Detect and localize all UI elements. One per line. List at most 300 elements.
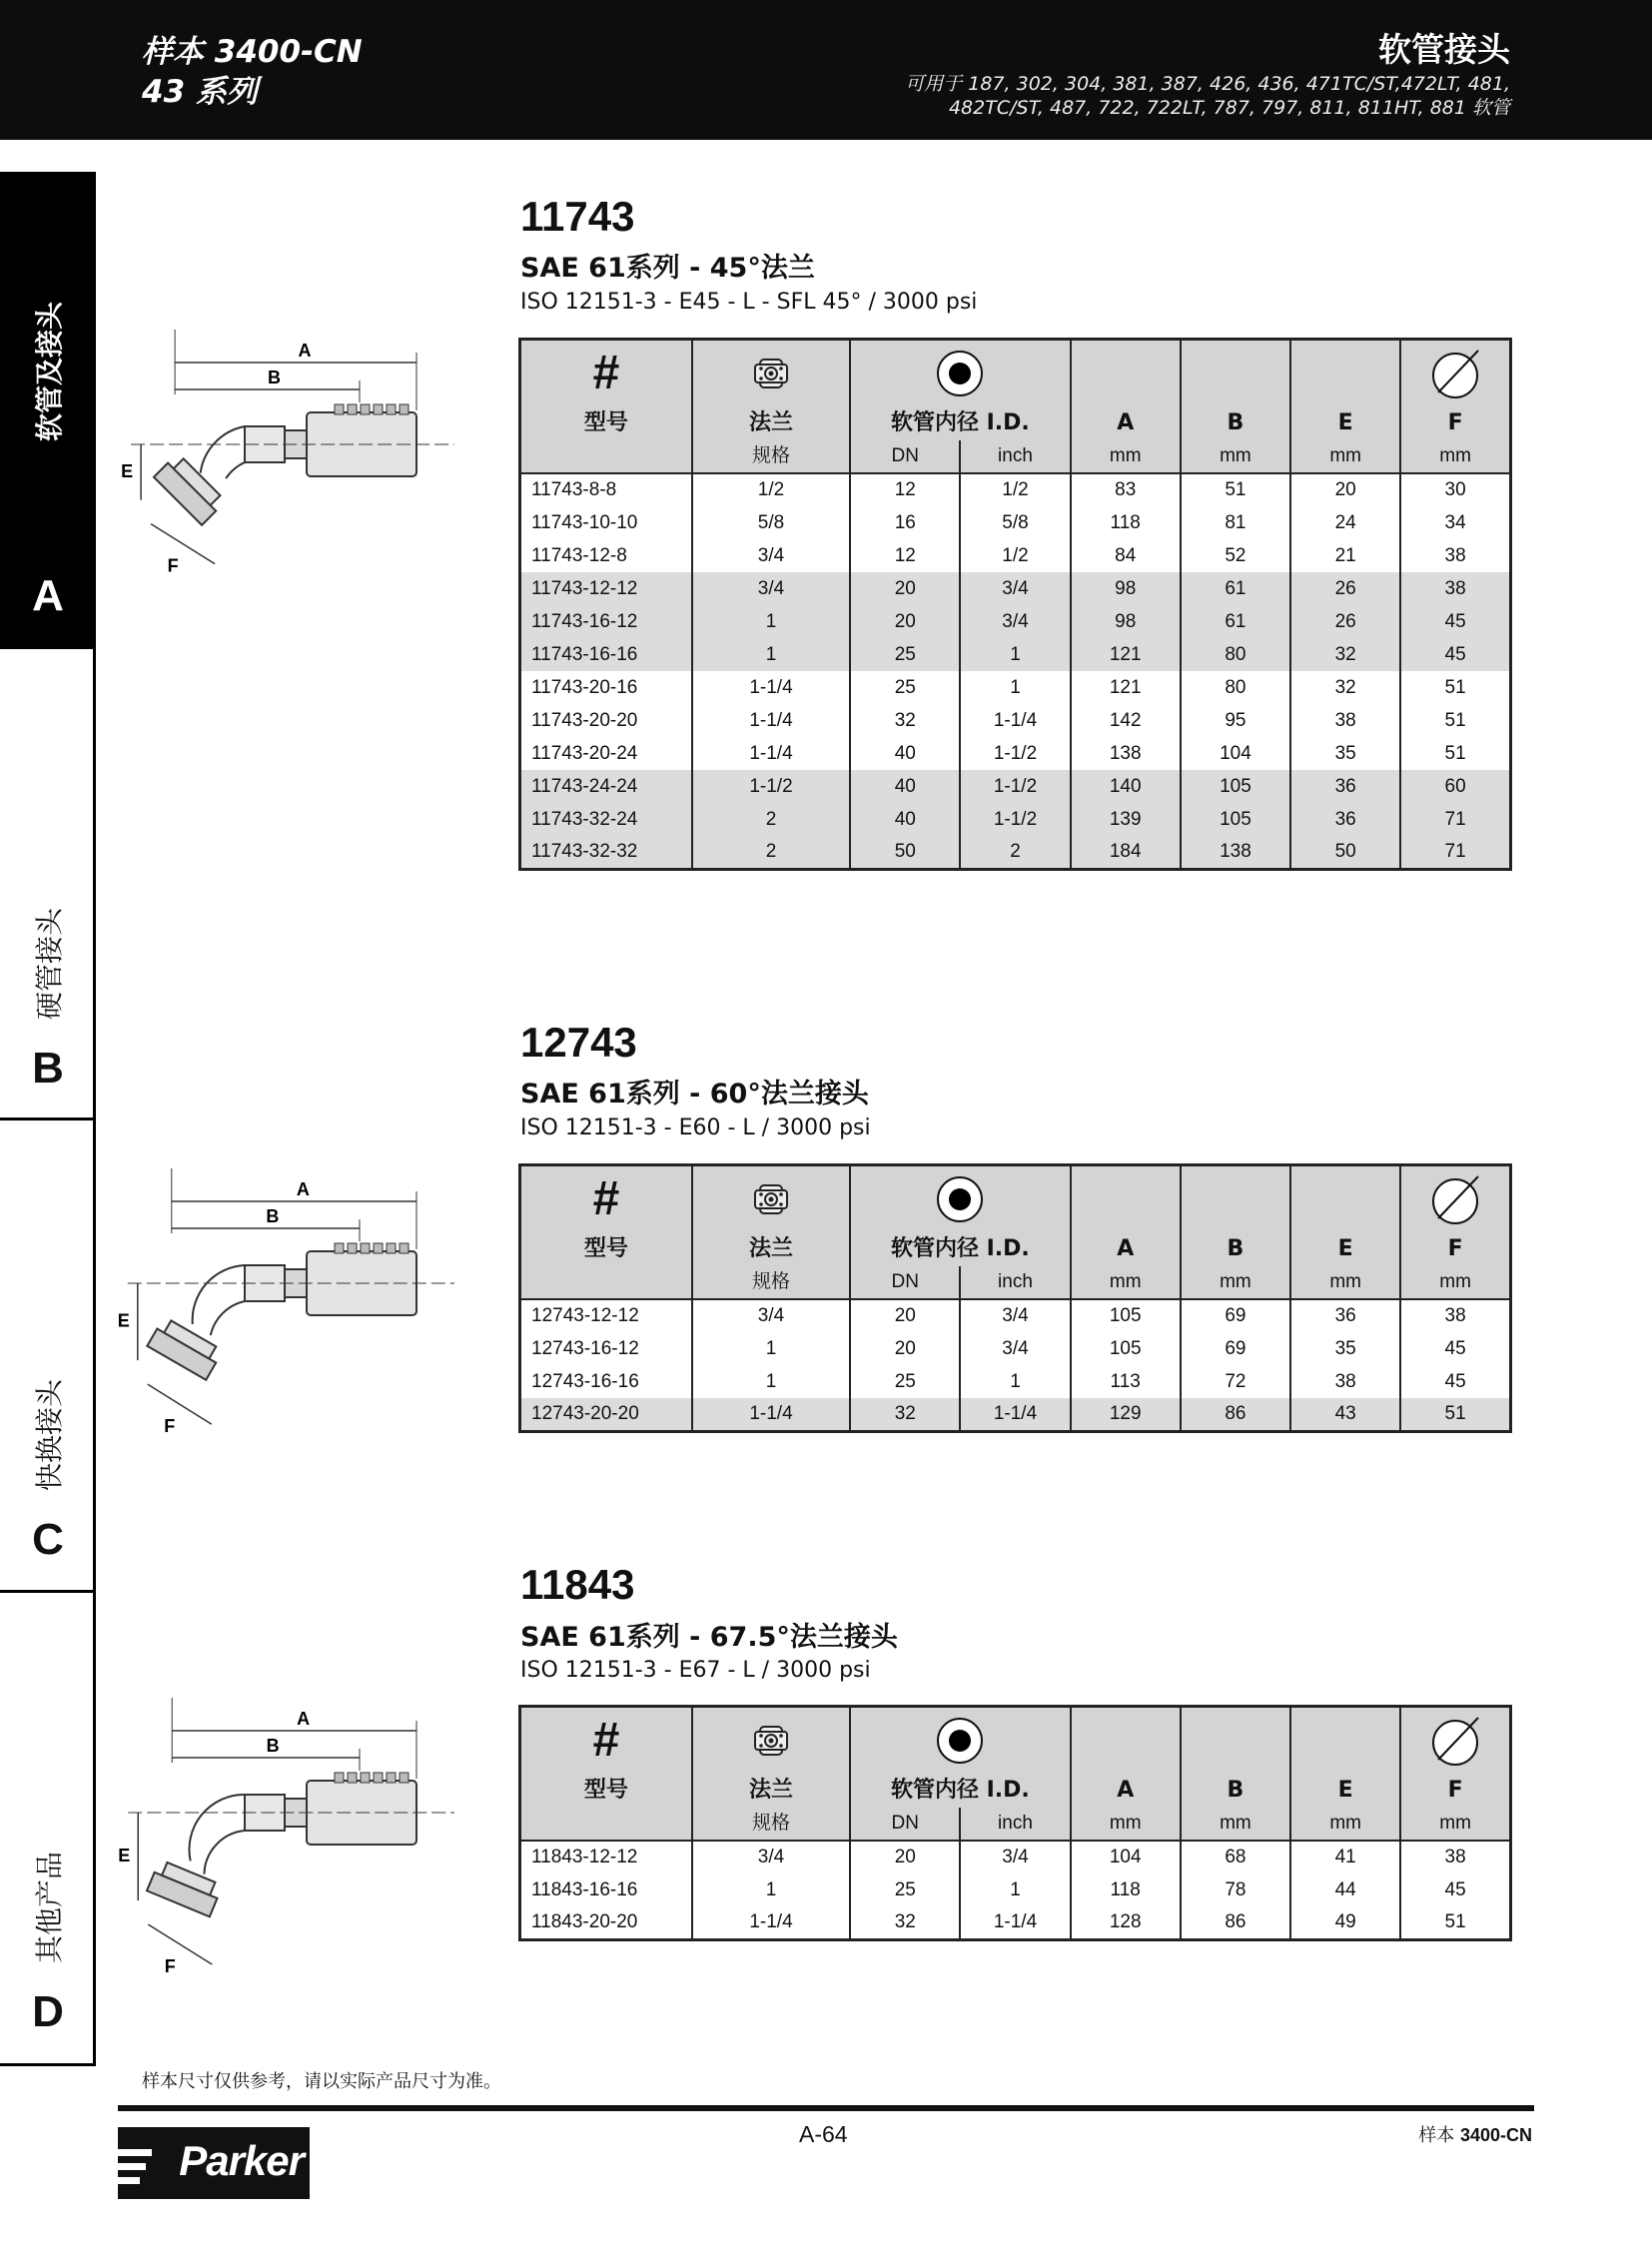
table-cell: 43 bbox=[1290, 1398, 1400, 1431]
table-cell: 40 bbox=[850, 770, 960, 803]
fitting-drawing-45 bbox=[121, 330, 489, 576]
table-cell: 11843-12-12 bbox=[531, 1847, 638, 1868]
hose-id-header bbox=[850, 340, 1070, 407]
table-header-labels bbox=[520, 1232, 1511, 1266]
table-cell: 32 bbox=[1290, 638, 1400, 671]
table-cell: 11743-16-12 bbox=[520, 605, 692, 638]
flange-unit: 规格 bbox=[751, 1271, 790, 1292]
table-row bbox=[520, 1332, 1511, 1365]
table-header-icons bbox=[520, 1707, 1511, 1775]
table-cell: 1-1/4 bbox=[692, 671, 850, 704]
logo-stripe bbox=[118, 2177, 140, 2184]
dim-line-f bbox=[148, 1924, 212, 1964]
table-header-icons bbox=[520, 1165, 1511, 1233]
table-row bbox=[520, 704, 1511, 737]
dim-label-a: A bbox=[297, 1709, 311, 1729]
dn-unit: DN bbox=[891, 1271, 919, 1292]
mm-unit: mm bbox=[1220, 1271, 1251, 1292]
e-header bbox=[1290, 1707, 1400, 1775]
table-cell: 5/8 bbox=[692, 506, 850, 539]
dn-unit: DN bbox=[891, 445, 919, 466]
socket-rib bbox=[374, 1243, 383, 1253]
table-cell: 1/2 bbox=[960, 473, 1070, 506]
dim-label-f: F bbox=[164, 1416, 176, 1437]
footer-rule bbox=[118, 2105, 1534, 2111]
table-cell: 60 bbox=[1400, 770, 1510, 803]
mm-unit: mm bbox=[1109, 1271, 1142, 1292]
socket-rib bbox=[400, 1773, 409, 1783]
table-cell: 38 bbox=[1400, 1841, 1510, 1873]
socket-rib bbox=[348, 404, 357, 414]
table-cell: 83 bbox=[1071, 473, 1181, 506]
table-cell: 1-1/4 bbox=[960, 1906, 1070, 1939]
f-label: F bbox=[1447, 1236, 1463, 1261]
header-left bbox=[142, 32, 363, 112]
diameter-icon bbox=[1428, 1714, 1482, 1768]
table-row bbox=[520, 671, 1511, 704]
section-1-standard: ISO 12151-3 - E45 - L - SFL 45° / 3000 psi bbox=[520, 290, 978, 315]
table-cell: 105 bbox=[1071, 1332, 1181, 1365]
table-row bbox=[520, 836, 1511, 869]
fitting-bend-outer bbox=[193, 1265, 245, 1324]
table-cell: 1 bbox=[960, 1365, 1070, 1398]
table-cell: 21 bbox=[1290, 539, 1400, 572]
spec-table-11743 bbox=[518, 338, 1512, 871]
table-cell: 51 bbox=[1400, 737, 1510, 770]
side-tab-letter: A bbox=[32, 571, 64, 620]
dim-label-e: E bbox=[121, 460, 134, 481]
table-cell: 142 bbox=[1071, 704, 1181, 737]
f-label: F bbox=[1447, 1778, 1463, 1803]
inch-unit: inch bbox=[998, 1813, 1033, 1834]
hose-id-header bbox=[850, 1165, 1070, 1233]
table-cell: 44 bbox=[1290, 1873, 1400, 1906]
table-row bbox=[520, 1841, 1511, 1873]
flange-header bbox=[692, 340, 850, 407]
table-row bbox=[520, 638, 1511, 671]
table-cell: 61 bbox=[1181, 605, 1290, 638]
table-cell: 3/4 bbox=[960, 1841, 1070, 1873]
table-cell: 32 bbox=[850, 1398, 960, 1431]
b-header bbox=[1181, 1707, 1290, 1775]
table-cell: 38 bbox=[1400, 1299, 1510, 1332]
hose-id-icon bbox=[935, 1174, 985, 1224]
table-cell: 1/2 bbox=[960, 539, 1070, 572]
table-cell: 2 bbox=[692, 836, 850, 869]
table-cell: 1-1/2 bbox=[960, 770, 1070, 803]
table-cell: 50 bbox=[850, 836, 960, 869]
table-cell: 40 bbox=[850, 803, 960, 836]
socket-rib bbox=[387, 1773, 396, 1783]
table-cell: 3/4 bbox=[692, 1299, 850, 1332]
table-cell: 51 bbox=[1400, 1398, 1510, 1431]
table-cell: 11743-32-32 bbox=[520, 836, 692, 869]
section-2-number: 12743 bbox=[520, 1019, 637, 1066]
mm-unit: mm bbox=[1439, 445, 1471, 466]
table-cell: 121 bbox=[1071, 638, 1181, 671]
table-cell: 118 bbox=[1071, 1873, 1181, 1906]
side-tab-label: 其他产品 bbox=[33, 1851, 66, 1964]
hose-id-icon bbox=[935, 349, 985, 398]
dim-label-e: E bbox=[118, 1846, 131, 1867]
a-label: A bbox=[1117, 1236, 1135, 1261]
header-right bbox=[905, 28, 1510, 120]
model-header bbox=[520, 1165, 692, 1233]
socket-rib bbox=[400, 404, 409, 414]
hash-icon: # bbox=[592, 1714, 620, 1767]
socket-rib bbox=[361, 404, 370, 414]
table-row bbox=[520, 770, 1511, 803]
table-cell: 86 bbox=[1181, 1398, 1290, 1431]
mm-unit: mm bbox=[1220, 445, 1251, 466]
table-cell: 38 bbox=[1290, 704, 1400, 737]
table-cell: 1 bbox=[960, 671, 1070, 704]
table-row bbox=[520, 1299, 1511, 1332]
a-header bbox=[1071, 1165, 1181, 1233]
table-row bbox=[520, 1365, 1511, 1398]
table-cell: 45 bbox=[1400, 1332, 1510, 1365]
mm-unit: mm bbox=[1439, 1271, 1471, 1292]
table-cell: 3/4 bbox=[692, 539, 850, 572]
table-cell: 129 bbox=[1071, 1398, 1181, 1431]
footer-catalog-code: 3400-CN bbox=[1459, 2125, 1532, 2145]
table-cell: 105 bbox=[1181, 770, 1290, 803]
side-tab-letter: C bbox=[32, 1515, 64, 1564]
table-cell: 20 bbox=[850, 572, 960, 605]
table-cell: 20 bbox=[850, 605, 960, 638]
table-cell: 11743-24-24 bbox=[520, 770, 692, 803]
table-cell: 139 bbox=[1071, 803, 1181, 836]
inch-unit: inch bbox=[998, 1271, 1033, 1292]
table-row bbox=[520, 506, 1511, 539]
table-header-icons bbox=[520, 340, 1511, 407]
side-tab-letter: B bbox=[32, 1044, 64, 1093]
table-cell: 95 bbox=[1181, 704, 1290, 737]
table-cell: 105 bbox=[1071, 1299, 1181, 1332]
table-cell: 128 bbox=[1071, 1906, 1181, 1939]
table-cell: 26 bbox=[1290, 572, 1400, 605]
table-cell: 38 bbox=[1400, 572, 1510, 605]
table-cell: 51 bbox=[1400, 671, 1510, 704]
table-cell: 12743-12-12 bbox=[531, 1305, 639, 1326]
table-cell: 1 bbox=[692, 605, 850, 638]
table-row bbox=[520, 605, 1511, 638]
table-cell: 12743-16-12 bbox=[531, 1337, 639, 1359]
e-header bbox=[1290, 340, 1400, 407]
dim-label-b: B bbox=[266, 1736, 280, 1756]
fitting-drawing-67 bbox=[118, 1698, 489, 1977]
table-cell: 20 bbox=[850, 1332, 960, 1365]
table-header-units bbox=[520, 440, 1511, 473]
table-cell: 38 bbox=[1400, 539, 1510, 572]
socket-rib bbox=[361, 1243, 370, 1253]
table-cell: 1 bbox=[960, 638, 1070, 671]
side-tab-d[interactable] bbox=[0, 1593, 96, 2066]
socket-rib bbox=[374, 1773, 383, 1783]
section-2-subtitle: SAE 61系列 - 60°法兰接头 bbox=[520, 1079, 869, 1110]
table-cell: 26 bbox=[1290, 605, 1400, 638]
table-cell: 81 bbox=[1181, 506, 1290, 539]
footer-catalog bbox=[1418, 2121, 1532, 2147]
table-cell: 12 bbox=[850, 473, 960, 506]
socket-rib bbox=[361, 1773, 370, 1783]
table-cell: 12743-16-16 bbox=[531, 1370, 639, 1392]
table-cell: 25 bbox=[850, 638, 960, 671]
flange-label: 法兰 bbox=[748, 1236, 793, 1261]
model-label: 型号 bbox=[583, 410, 628, 435]
table-cell: 45 bbox=[1400, 638, 1510, 671]
e-label: E bbox=[1337, 1236, 1353, 1261]
table-cell: 1 bbox=[692, 1365, 850, 1398]
side-tab-a[interactable] bbox=[0, 172, 96, 649]
f-header bbox=[1400, 340, 1510, 407]
flange-unit: 规格 bbox=[751, 445, 790, 466]
dim-line-f bbox=[148, 1384, 212, 1424]
table-cell: 35 bbox=[1290, 737, 1400, 770]
spec-table-11843 bbox=[518, 1705, 1512, 1941]
table-header-units bbox=[520, 1266, 1511, 1299]
table-cell: 20 bbox=[1290, 473, 1400, 506]
side-tab-letter: D bbox=[32, 1987, 64, 2036]
table-cell: 1 bbox=[692, 1873, 850, 1906]
table-cell: 24 bbox=[1290, 506, 1400, 539]
dim-label-f: F bbox=[164, 1956, 176, 1977]
table-row bbox=[520, 1398, 1511, 1431]
table-cell: 118 bbox=[1071, 506, 1181, 539]
table-cell: 3/4 bbox=[960, 572, 1070, 605]
table-cell: 20 bbox=[850, 1841, 960, 1873]
table-cell: 2 bbox=[960, 836, 1070, 869]
section-1-subtitle: SAE 61系列 - 45°法兰 bbox=[520, 253, 815, 284]
fitting-bend-inner bbox=[211, 1301, 245, 1335]
table-row bbox=[520, 473, 1511, 506]
diameter-icon bbox=[1428, 347, 1482, 400]
dn-unit: DN bbox=[891, 1813, 919, 1834]
table-cell: 1-1/2 bbox=[960, 803, 1070, 836]
e-label: E bbox=[1337, 410, 1353, 435]
a-label: A bbox=[1117, 410, 1135, 435]
table-cell: 71 bbox=[1400, 803, 1510, 836]
table-cell: 1 bbox=[960, 1873, 1070, 1906]
socket-rib bbox=[335, 1243, 344, 1253]
flange-head bbox=[154, 453, 226, 525]
diameter-icon bbox=[1428, 1172, 1482, 1226]
table-cell: 3/4 bbox=[960, 1332, 1070, 1365]
table-cell: 11743-8-8 bbox=[531, 479, 617, 500]
socket-rib bbox=[387, 1243, 396, 1253]
table-cell: 32 bbox=[850, 1906, 960, 1939]
table-cell: 98 bbox=[1071, 605, 1181, 638]
f-header bbox=[1400, 1707, 1510, 1775]
socket-rib bbox=[400, 1243, 409, 1253]
dim-label-f: F bbox=[167, 555, 179, 576]
side-tab-label: 快换接头 bbox=[33, 1378, 66, 1492]
table-cell: 50 bbox=[1290, 836, 1400, 869]
footer-catalog-prefix: 样本 bbox=[1418, 2125, 1455, 2146]
side-tab-c[interactable] bbox=[0, 1121, 96, 1593]
table-cell: 51 bbox=[1400, 1906, 1510, 1939]
flange-label: 法兰 bbox=[748, 1778, 793, 1803]
mm-unit: mm bbox=[1329, 1813, 1361, 1834]
flange-header bbox=[692, 1165, 850, 1233]
mm-unit: mm bbox=[1329, 1271, 1361, 1292]
table-row bbox=[520, 1873, 1511, 1906]
table-cell: 1 bbox=[692, 638, 850, 671]
table-cell: 41 bbox=[1290, 1841, 1400, 1873]
mm-unit: mm bbox=[1220, 1813, 1251, 1834]
table-cell: 11743-20-16 bbox=[531, 676, 638, 698]
e-header bbox=[1290, 1165, 1400, 1233]
model-label: 型号 bbox=[583, 1778, 628, 1803]
flange-icon bbox=[751, 354, 791, 393]
table-cell: 45 bbox=[1400, 1873, 1510, 1906]
table-cell: 5/8 bbox=[960, 506, 1070, 539]
table-row bbox=[520, 572, 1511, 605]
table-cell: 1-1/2 bbox=[960, 737, 1070, 770]
fitting-bend-inner bbox=[204, 1831, 245, 1874]
flange-icon bbox=[751, 1179, 791, 1219]
table-cell: 16 bbox=[850, 506, 960, 539]
flange-unit: 规格 bbox=[751, 1813, 790, 1834]
table-cell: 3/4 bbox=[692, 572, 850, 605]
fitting-bend-inner bbox=[226, 462, 245, 478]
logo-text: Parker bbox=[179, 2137, 304, 2184]
side-tab-b[interactable] bbox=[0, 649, 96, 1121]
section-3-number: 11843 bbox=[520, 1561, 635, 1608]
table-cell: 1-1/4 bbox=[692, 704, 850, 737]
table-cell: 140 bbox=[1071, 770, 1181, 803]
table-cell: 49 bbox=[1290, 1906, 1400, 1939]
section-3-subtitle: SAE 61系列 - 67.5°法兰接头 bbox=[520, 1622, 898, 1653]
table-cell: 11743-32-24 bbox=[520, 803, 692, 836]
table-cell: 11743-10-10 bbox=[531, 511, 638, 533]
b-label: B bbox=[1227, 1236, 1244, 1261]
table-cell: 121 bbox=[1071, 671, 1181, 704]
table-cell: 11743-16-16 bbox=[520, 638, 692, 671]
table-cell: 30 bbox=[1400, 473, 1510, 506]
dim-label-b: B bbox=[268, 368, 282, 387]
table-cell: 3/4 bbox=[960, 605, 1070, 638]
table-cell: 71 bbox=[1400, 836, 1510, 869]
hose-id-label: 软管内径 I.D. bbox=[890, 1236, 1030, 1261]
footnote: 样本尺寸仅供参考，请以实际产品尺寸为准。 bbox=[142, 2071, 501, 2092]
table-cell: 105 bbox=[1181, 803, 1290, 836]
a-header bbox=[1071, 340, 1181, 407]
table-cell: 32 bbox=[1290, 671, 1400, 704]
side-tab-label: 硬管接头 bbox=[33, 907, 66, 1021]
table-cell: 138 bbox=[1071, 737, 1181, 770]
hose-id-label: 软管内径 I.D. bbox=[890, 1778, 1030, 1803]
table-cell: 40 bbox=[850, 737, 960, 770]
table-cell: 113 bbox=[1071, 1365, 1181, 1398]
a-header bbox=[1071, 1707, 1181, 1775]
table-cell: 51 bbox=[1181, 473, 1290, 506]
flange-label: 法兰 bbox=[748, 410, 793, 435]
table-cell: 45 bbox=[1400, 605, 1510, 638]
catalog-label: 样本 3400-CN bbox=[142, 34, 363, 70]
mm-unit: mm bbox=[1109, 1813, 1142, 1834]
model-header bbox=[520, 340, 692, 407]
b-header bbox=[1181, 1165, 1290, 1233]
table-cell: 1-1/4 bbox=[960, 704, 1070, 737]
table-header-labels bbox=[520, 1774, 1511, 1808]
table-cell: 1/2 bbox=[692, 473, 850, 506]
table-cell: 11743-20-24 bbox=[531, 742, 638, 764]
logo-stripe bbox=[118, 2149, 152, 2156]
table-cell: 78 bbox=[1181, 1873, 1290, 1906]
socket-rib bbox=[348, 1243, 357, 1253]
parker-logo bbox=[118, 2127, 310, 2199]
dim-line-f bbox=[151, 524, 215, 564]
table-cell: 11843-20-20 bbox=[531, 1910, 638, 1932]
model-header bbox=[520, 1707, 692, 1775]
socket-rib bbox=[387, 404, 396, 414]
table-cell: 80 bbox=[1181, 638, 1290, 671]
table-cell: 3/4 bbox=[692, 1841, 850, 1873]
dim-label-e: E bbox=[117, 1310, 130, 1331]
table-cell: 61 bbox=[1181, 572, 1290, 605]
usage-line-2: 482TC/ST, 487, 722, 722LT, 787, 797, 811, 811HT, 881 软管 bbox=[948, 97, 1510, 119]
table-cell: 1-1/4 bbox=[692, 737, 850, 770]
mm-unit: mm bbox=[1329, 445, 1361, 466]
page-category-title: 软管接头 bbox=[1378, 30, 1510, 69]
inch-unit: inch bbox=[998, 445, 1033, 466]
table-cell: 45 bbox=[1400, 1365, 1510, 1398]
table-cell: 80 bbox=[1181, 671, 1290, 704]
b-label: B bbox=[1227, 1778, 1244, 1803]
table-cell: 1-1/4 bbox=[692, 1398, 850, 1431]
table-cell: 98 bbox=[1071, 572, 1181, 605]
section-1-number: 11743 bbox=[520, 193, 635, 240]
table-cell: 84 bbox=[1071, 539, 1181, 572]
dim-label-b: B bbox=[266, 1206, 280, 1226]
table-cell: 69 bbox=[1181, 1299, 1290, 1332]
table-cell: 25 bbox=[850, 1365, 960, 1398]
table-cell: 2 bbox=[692, 803, 850, 836]
table-cell: 52 bbox=[1181, 539, 1290, 572]
table-cell: 11843-16-16 bbox=[531, 1878, 638, 1900]
mm-unit: mm bbox=[1109, 445, 1142, 466]
socket-rib bbox=[335, 404, 344, 414]
usage-line-1: 可用于 187, 302, 304, 381, 387, 426, 436, 471TC/ST,472LT, 481, bbox=[905, 73, 1510, 95]
table-cell: 68 bbox=[1181, 1841, 1290, 1873]
f-header bbox=[1400, 1165, 1510, 1233]
table-cell: 1-1/4 bbox=[960, 1398, 1070, 1431]
table-cell: 12743-20-20 bbox=[520, 1398, 692, 1431]
table-cell: 11743-20-20 bbox=[531, 709, 638, 731]
table-cell: 69 bbox=[1181, 1332, 1290, 1365]
table-cell: 35 bbox=[1290, 1332, 1400, 1365]
spec-table-12743 bbox=[518, 1163, 1512, 1433]
hose-id-label: 软管内径 I.D. bbox=[890, 410, 1030, 435]
table-cell: 38 bbox=[1290, 1365, 1400, 1398]
fitting-drawing-60 bbox=[117, 1168, 489, 1437]
section-3-standard: ISO 12151-3 - E67 - L / 3000 psi bbox=[520, 1658, 871, 1683]
flange-head bbox=[147, 1316, 223, 1379]
table-header-labels bbox=[520, 406, 1511, 440]
table-cell: 11743-12-8 bbox=[531, 544, 627, 566]
socket-rib bbox=[374, 404, 383, 414]
a-label: A bbox=[1117, 1778, 1135, 1803]
hose-id-icon bbox=[935, 1716, 985, 1766]
section-2-standard: ISO 12151-3 - E60 - L / 3000 psi bbox=[520, 1116, 871, 1140]
f-label: F bbox=[1447, 410, 1463, 435]
hose-id-header bbox=[850, 1707, 1070, 1775]
table-cell: 1-1/2 bbox=[692, 770, 850, 803]
table-row bbox=[520, 803, 1511, 836]
side-tab-label: 软管及接头 bbox=[33, 301, 66, 442]
table-cell: 104 bbox=[1071, 1841, 1181, 1873]
